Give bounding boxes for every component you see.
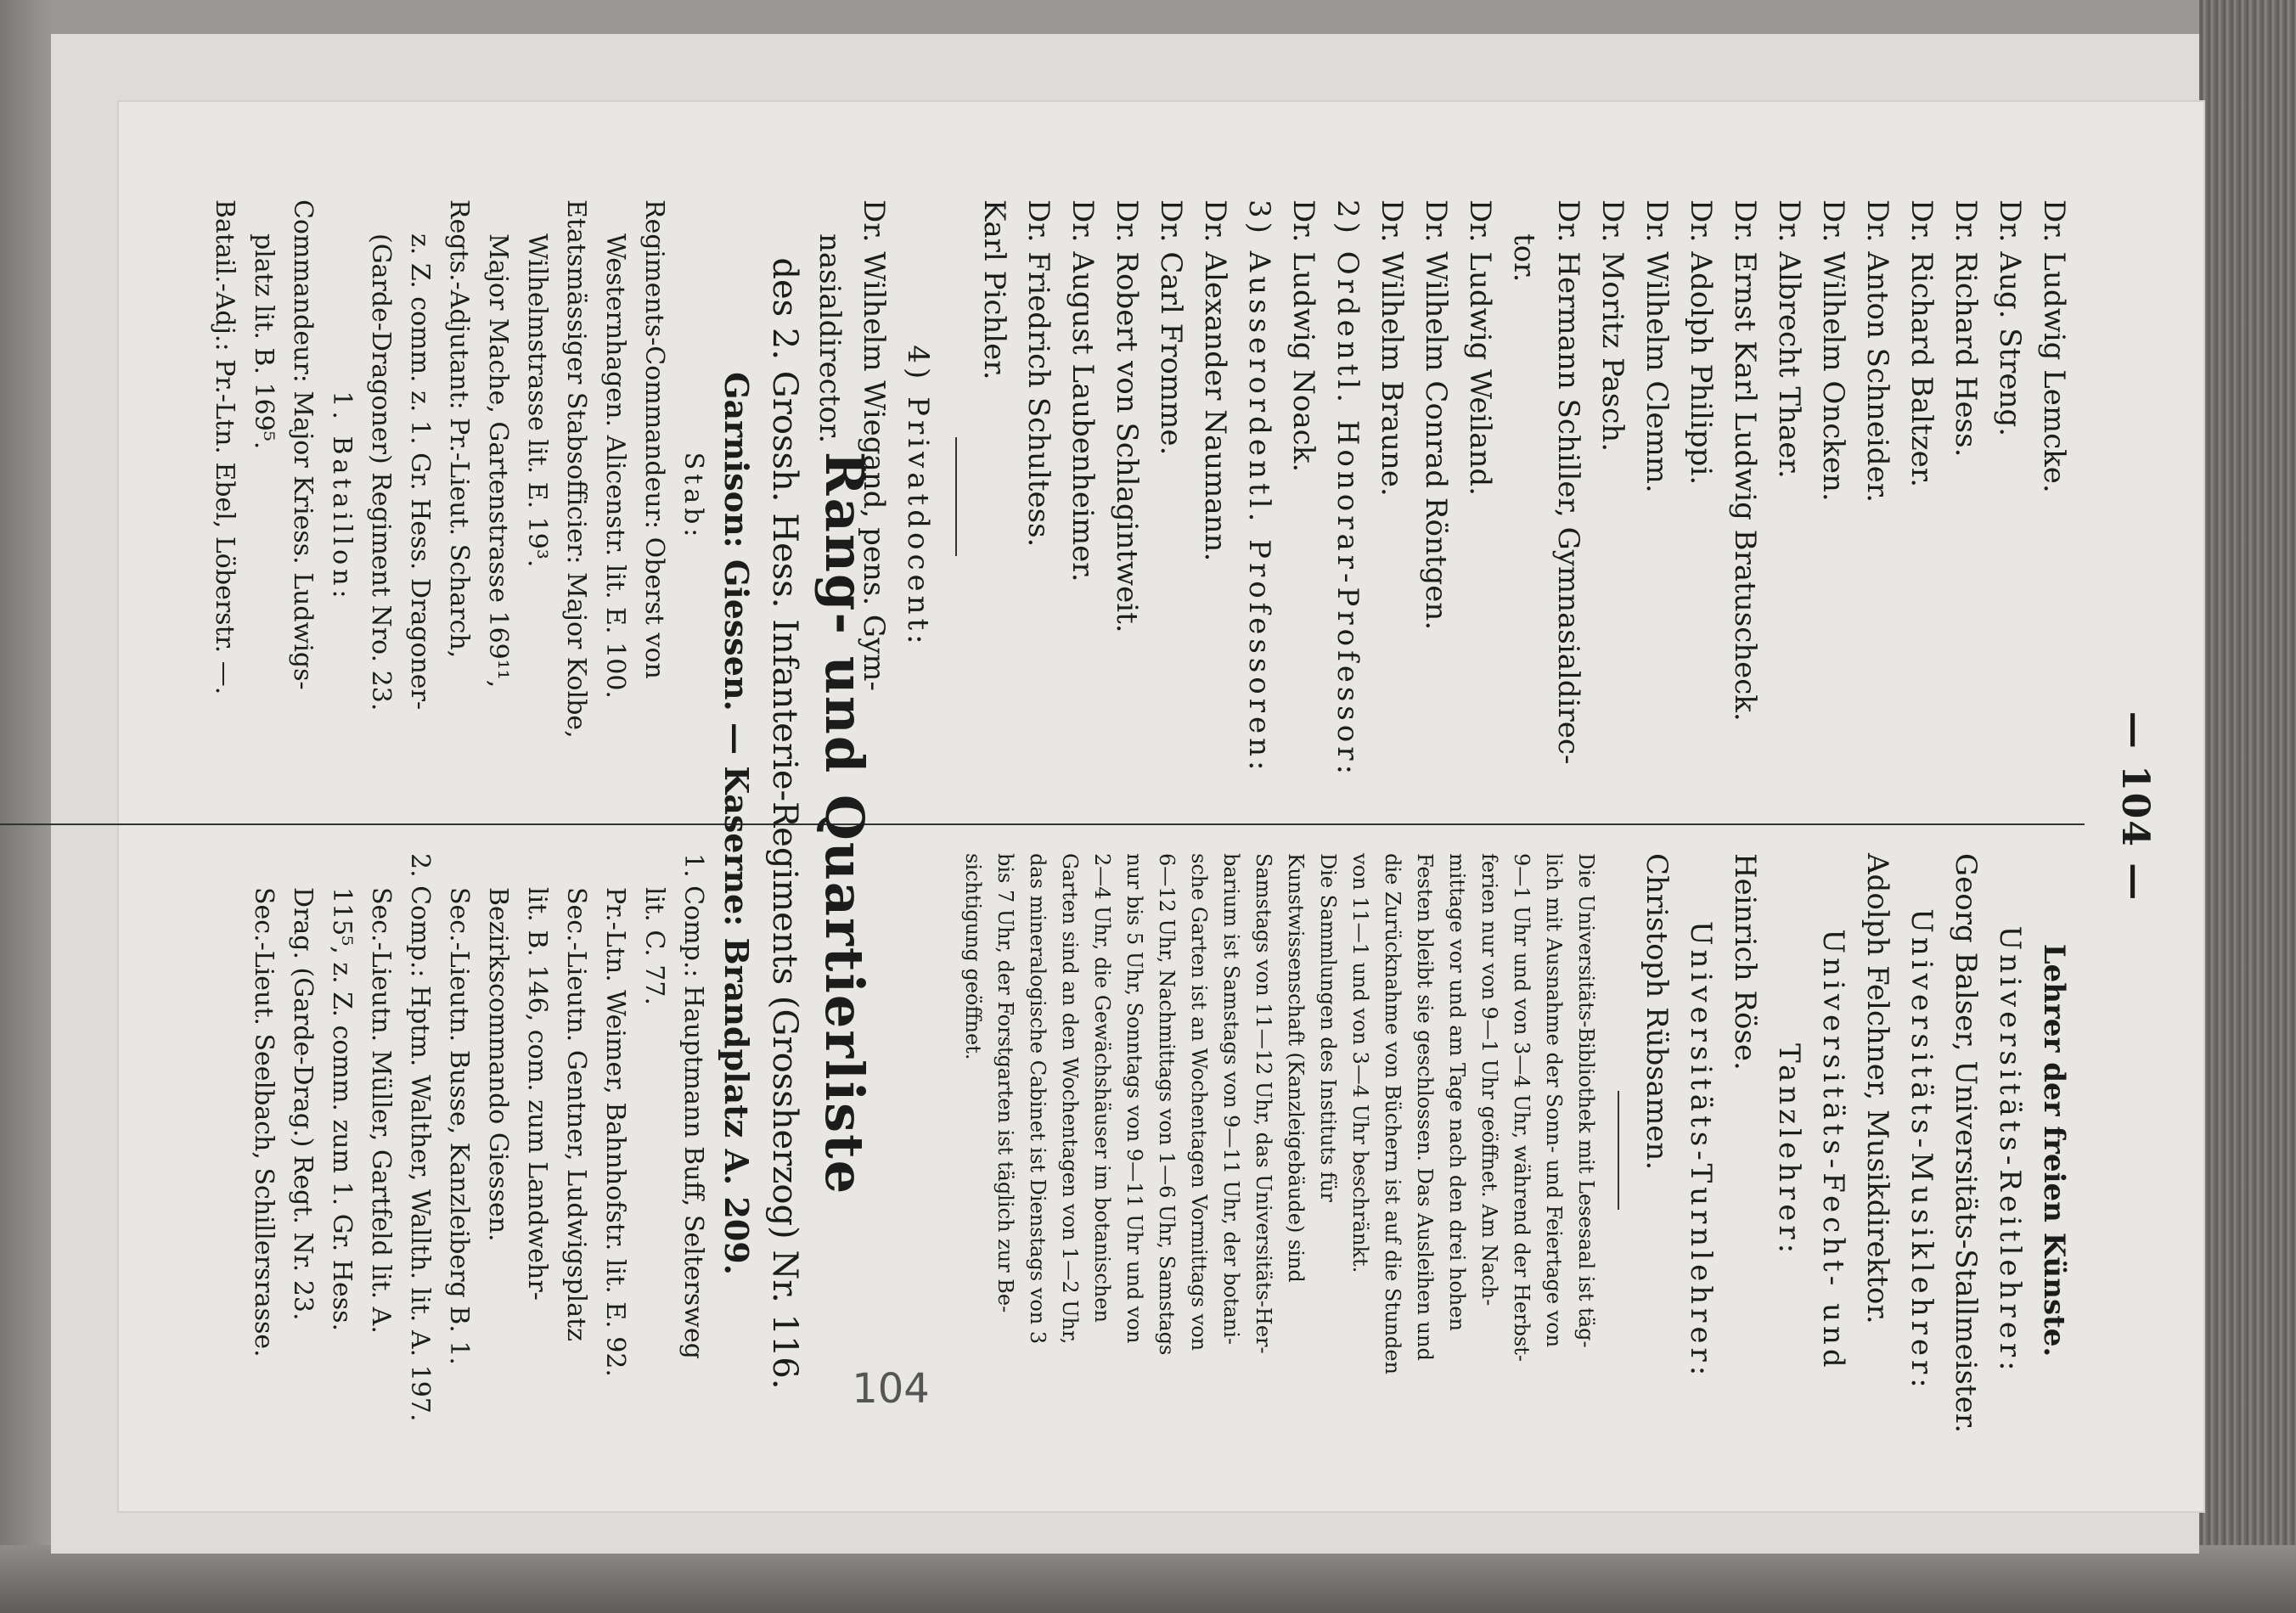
roster-line: lit. C. 77. (639, 887, 669, 1005)
notice-line: 9—1 Uhr und von 3—4 Uhr, während der Herbst- (1510, 853, 1533, 1363)
list-item: Heinrich Röse. (1728, 853, 1762, 1071)
notice-line: mittage vor und am Tage nach den drei hohen (1445, 853, 1469, 1331)
musik-heading: Universitäts-Musiklehrer: (1905, 908, 1939, 1392)
roster-line: Sec.-Lieutn. Gentner, Ludwigsplatz (561, 887, 591, 1341)
roster-line: Bezirkscommando Giessen. (483, 887, 513, 1242)
list-item: Dr. Ernst Karl Ludwig Bratuscheck. (1728, 200, 1762, 722)
honorar-heading: 2) Ordentl. Honorar-Professor: (1331, 200, 1365, 778)
fecht-heading: Universitäts-Fecht- und (1816, 929, 1850, 1372)
roster-line: Westernhagen. Alicenstr. lit. E. 100. (600, 233, 630, 699)
notice-line: das mineralogische Cabinet ist Dienstags von 3 (1026, 853, 1050, 1345)
regiment-section (0, 200, 879, 1447)
privat-heading: 4) Privatdocent: (901, 345, 935, 649)
list-item-continuation: nasialdirector. (813, 233, 847, 444)
divider-rule (1618, 1091, 1619, 1210)
notice-line: bis 7 Uhr, der Forstgarten ist täglich zur Be- (993, 853, 1017, 1313)
roster-line: 2. Comp.: Hptm. Walther, Wallth. lit. A. 197. (405, 853, 435, 1422)
list-item: Dr. Moritz Pasch. (1595, 200, 1629, 452)
list-item: Dr. Wilhelm Conrad Röntgen. (1419, 200, 1453, 631)
list-item: Dr. Hermann Schiller, Gymnasialdirec- (1551, 200, 1585, 765)
reitlehrer-heading: Universitäts-Reitlehrer: (1993, 925, 2027, 1375)
notice-line: ferien nur von 9—1 Uhr geöffnet. Am Nach- (1477, 853, 1501, 1307)
notice-line: 2—4 Uhr, die Gewächshäuser im botanischen (1090, 853, 1114, 1323)
roster-line: Drag. (Garde-Drag.) Regt. Nr. 23. (288, 887, 318, 1321)
list-item: Dr. Albrecht Thaer. (1772, 200, 1806, 479)
notice-line: Die Universitäts-Bibliothek mit Lesesaal ist täg- (1574, 853, 1598, 1348)
turn-heading: Universitäts-Turnlehrer: (1684, 920, 1718, 1380)
list-item: Dr. Friedrich Schultess. (1021, 200, 1055, 548)
list-item: Dr. Ludwig Lemcke. (2037, 200, 2071, 493)
notice-line: Garten sind an den Wochentagen von 1—2 Uhr, (1058, 853, 1082, 1345)
column-divider (0, 823, 712, 825)
roster-line: z. Z. comm. z. 1. Gr. Hess. Dragoner- (405, 233, 435, 711)
divider-rule (955, 437, 957, 556)
roster-line: Etatsmässiger Stabsofficier: Major Kolbe, (561, 200, 591, 739)
notice-line: barium ist Samstags von 9—11 Uhr, der botani- (1219, 853, 1243, 1345)
list-item-continuation: tor. (1507, 233, 1541, 283)
roster-line: Commandeur: Major Kriess. Ludwigs- (288, 200, 318, 690)
notice-line: Die Sammlungen des Instituts für (1316, 853, 1340, 1202)
roster-line: platz lit. B. 169⁵. (249, 233, 279, 450)
left-column (808, 200, 2076, 794)
list-item: Dr. Ludwig Noack. (1286, 200, 1320, 473)
list-item: Georg Balser, Universitäts-Stallmeister. (1949, 853, 1983, 1434)
roster-line: 115⁵, z. Z. comm. zum 1. Gr. Hess. (327, 887, 357, 1332)
regiment-left-column (205, 200, 712, 794)
notice-line: sichtigung geöffnet. (961, 853, 985, 1060)
notice-line: 6—12 Uhr, Nachmittags von 1—6 Uhr, Samstags (1155, 853, 1179, 1356)
roster-line: Sec.-Lieut. Seelbach, Schillersrasse. (249, 887, 279, 1357)
garnison-line: Garnison: Giessen. — Kaserne: Brandplatz A. 209. (718, 372, 756, 1275)
roster-line: Batail.-Adj.: Pr.-Ltn. Ebel, Löberstr. —. (210, 200, 239, 695)
regiment-right-column (244, 853, 712, 1447)
list-item: Dr. August Laubenheimer. (1066, 200, 1100, 582)
book-page (51, 34, 2199, 1554)
roster-line: 1. Comp.: Hauptmann Buff, Seltersweg (678, 853, 708, 1359)
roster-line: Regts.-Adjutant: Pr.-Lieut. Scharch, (444, 200, 474, 659)
list-item: Dr. Wilhelm Clemm. (1640, 200, 1674, 493)
professor-list (1370, 200, 2076, 794)
list-item: Karl Pichler. (977, 200, 1011, 380)
list-item: Dr. Richard Hess. (1949, 200, 1983, 458)
handwritten-page-number: 104 (852, 1364, 930, 1413)
list-item: Dr. Wilhelm Braune. (1375, 200, 1409, 497)
roster-line: Regiments-Commandeur: Oberst von (639, 200, 669, 679)
book-edge-right (2199, 0, 2296, 1613)
roster-line: Sec.-Lieutn. Müller, Gartfeld lit. A. (366, 887, 396, 1334)
notice-line: von 11—1 und von 3—4 Uhr beschränkt. (1348, 853, 1372, 1273)
notice-line: Samstags von 11—12 Uhr, das Universitäts-Her- (1252, 853, 1275, 1354)
print-area (119, 102, 2203, 1511)
bataillon-heading: 1. Bataillon: (327, 391, 357, 603)
list-item: Dr. Alexander Naumann. (1198, 200, 1232, 562)
list-item: Dr. Adolph Philippi. (1684, 200, 1718, 486)
roster-line: Major Mache, Gartenstrasse 169¹¹, (483, 233, 513, 688)
roster-line: Pr.-Ltn. Weimer, Bahnhofstr. lit. E. 92. (600, 887, 630, 1377)
notice-line: die Zurücknahme von Büchern ist auf die Stunden (1381, 853, 1404, 1375)
roster-line: Wilhelmstrasse lit. E. 19³. (522, 233, 552, 568)
list-item: Dr. Anton Schneider. (1860, 200, 1894, 503)
list-item: Dr. Robert von Schlagintweit. (1110, 200, 1144, 633)
list-item: Dr. Ludwig Weiland. (1463, 200, 1497, 496)
list-item: Christoph Rübsamen. (1640, 853, 1674, 1171)
arts-heading: Lehrer der freien Künste. (2037, 943, 2071, 1357)
list-item: Dr. Wilhelm Wiegand, pens. Gym- (857, 200, 891, 692)
notice-line: Kunstwissenschaft (Kanzleigebäude) sind (1284, 853, 1308, 1283)
list-item: Dr. Wilhelm Oncken. (1816, 200, 1850, 502)
regiment-columns (0, 200, 712, 1447)
roster-line: (Garde-Dragoner) Regiment Nro. 23. (366, 233, 396, 711)
section-subtitle: des 2. Grossh. Hess. Infanterie-Regiments (Grossherzog) Nr. 116. (765, 257, 804, 1390)
fecht-heading-cont: Tanzlehrer: (1772, 1043, 1806, 1258)
rotated-content (119, 102, 2203, 1511)
notice-line: lich mit Ausnahme der Sonn- und Feiertage von (1542, 853, 1566, 1348)
notice-line: nur bis 5 Uhr, Sonntags von 9—11 Uhr und von (1123, 853, 1146, 1344)
roster-line: lit. B. 146, com. zum Landwehr- (522, 887, 552, 1301)
list-item: Dr. Richard Baltzer. (1905, 200, 1939, 488)
roster-line: Sec.-Lieutn. Busse, Kanzleiberg B. 1. (444, 887, 474, 1365)
list-item: Dr. Aug. Streng. (1993, 200, 2027, 437)
right-column (957, 853, 2076, 1447)
library-notice (957, 853, 1602, 1447)
notice-line: sche Garten ist an Wochentagen Vormittags von (1187, 853, 1211, 1352)
section-title: Rang- und Quartierliste (813, 451, 875, 1196)
ausserordentl-heading: 3) Ausserordentl. Professoren: (1242, 200, 1276, 775)
notice-line: Festen bleibt sie geschlossen. Das Ausleihen und (1413, 853, 1437, 1361)
list-item: Adolph Felchner, Musikdirektor. (1860, 853, 1894, 1324)
book-edge-bottom (0, 1545, 2296, 1613)
stab-heading: Stab: (678, 452, 708, 542)
list-item: Dr. Carl Fromme. (1154, 200, 1188, 456)
page-number: — 104 — (2113, 711, 2157, 902)
